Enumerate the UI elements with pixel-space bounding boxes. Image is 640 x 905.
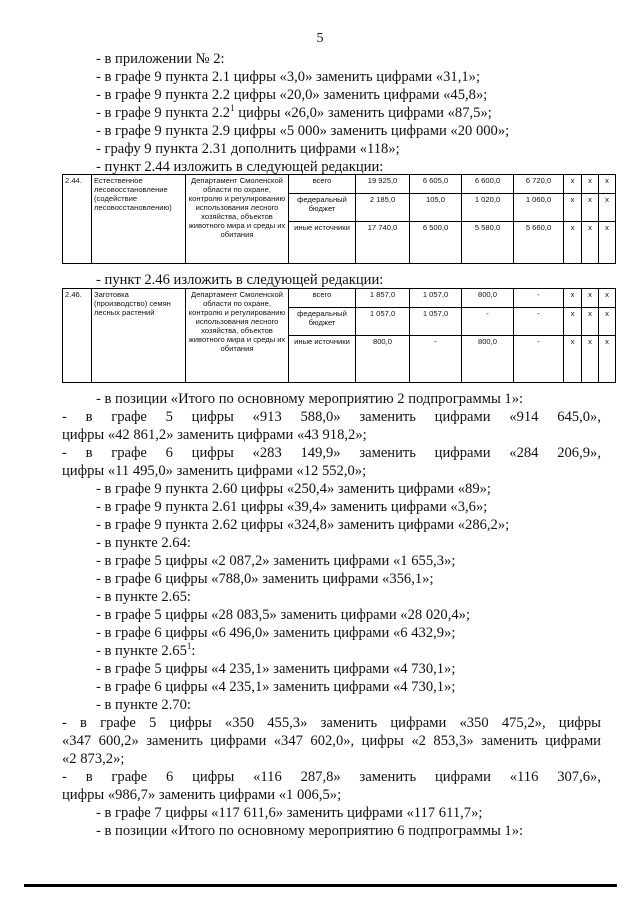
text-line: - в графе 9 пункта 2.61 цифры «39,4» заменить цифрами «3,6»;: [96, 499, 488, 515]
text-line: - в графе 5 цифры «913 588,0» заменить цифрами «914 645,0»,: [62, 409, 601, 425]
text-line: цифры «986,7» заменить цифрами «1 006,5»;: [62, 787, 342, 803]
x-cell: х: [582, 222, 599, 264]
x-cell: х: [599, 336, 616, 383]
text-line: - в графе 7 цифры «117 611,6» заменить цифрами «117 611,7»;: [96, 805, 483, 821]
x-cell: х: [564, 194, 582, 222]
text-line: - в графе 6 цифры «788,0» заменить цифрами «356,1»;: [96, 571, 434, 587]
value-cell: -: [514, 289, 564, 308]
text-line: - в графе 5 цифры «350 455,3» заменить цифрами «350 475,2», цифры: [62, 715, 601, 731]
value-cell: -: [462, 308, 514, 336]
value-cell: 105,0: [410, 194, 462, 222]
x-cell: х: [582, 194, 599, 222]
text-line: «347 600,2» заменить цифрами «347 602,0», цифры «2 853,3» заменить цифрами: [62, 733, 601, 749]
text-line: - в пункте 2.65:: [96, 589, 191, 605]
executor: Департамент Смоленской области по охране, контролю и регулированию использования лесного хозяйства, объектов животного мира и среды их обитания: [186, 289, 289, 383]
value-cell: -: [410, 336, 462, 383]
text-fragment: цифры «26,0» заменить цифрами «87,5»;: [234, 105, 492, 121]
text-line: - графу 9 пункта 2.31 дополнить цифрами «118»;: [96, 141, 400, 157]
table-item-2-46: [62, 288, 616, 383]
x-cell: х: [599, 222, 616, 264]
funding-source: всего: [289, 175, 356, 194]
text-line: цифры «42 861,2» заменить цифрами «43 918,2»;: [62, 427, 367, 443]
text-line: «2 873,2»;: [62, 751, 125, 767]
x-cell: х: [599, 289, 616, 308]
funding-source: федеральный бюджет: [289, 194, 356, 222]
value-cell: -: [514, 308, 564, 336]
x-cell: х: [599, 308, 616, 336]
value-cell: 19 925,0: [356, 175, 410, 194]
x-cell: х: [599, 175, 616, 194]
value-cell: 800,0: [462, 289, 514, 308]
text-line: - в пункте 2.70:: [96, 697, 191, 713]
item-name: Заготовка (производство) семян лесных растений: [92, 289, 186, 383]
value-cell: 1 057,0: [410, 289, 462, 308]
value-cell: 1 057,0: [356, 308, 410, 336]
value-cell: 1 020,0: [462, 194, 514, 222]
x-cell: х: [582, 308, 599, 336]
text-line: - в позиции «Итого по основному мероприятию 2 подпрограммы 1»:: [96, 391, 524, 407]
value-cell: 5 580,0: [462, 222, 514, 264]
x-cell: х: [582, 175, 599, 194]
value-cell: 6 500,0: [410, 222, 462, 264]
item-number: 2.46.: [63, 289, 92, 383]
item-number: 2.44.: [63, 175, 92, 264]
bottom-divider: [24, 884, 617, 887]
value-cell: 6 720,0: [514, 175, 564, 194]
text-line: - в графе 9 пункта 2.1 цифры «3,0» заменить цифрами «31,1»;: [96, 69, 481, 85]
value-cell: 2 185,0: [356, 194, 410, 222]
value-cell: 6 600,0: [462, 175, 514, 194]
text-fragment: :: [191, 643, 196, 659]
x-cell: х: [599, 194, 616, 222]
text-line: - в графе 6 цифры «6 496,0» заменить цифрами «6 432,9»;: [96, 625, 456, 641]
text-fragment: - в пункте 2.65: [96, 643, 187, 659]
value-cell: 17 740,0: [356, 222, 410, 264]
text-line: - в графе 5 цифры «2 087,2» заменить цифрами «1 655,3»;: [96, 553, 456, 569]
x-cell: х: [564, 222, 582, 264]
text-line: - в пункте 2.64:: [96, 535, 191, 551]
text-line: - пункт 2.46 изложить в следующей редакции:: [96, 272, 384, 288]
text-line: - в графе 5 цифры «28 083,5» заменить цифрами «28 020,4»;: [96, 607, 471, 623]
text-fragment: - в графе 9 пункта 2.2: [96, 105, 231, 121]
text-line: - в графе 6 цифры «116 287,8» заменить цифрами «116 307,6»,: [62, 769, 601, 785]
x-cell: х: [564, 336, 582, 383]
text-line: - в графе 9 пункта 2.62 цифры «324,8» заменить цифрами «286,2»;: [96, 517, 510, 533]
item-name: Естественное лесовосстановление (содействие лесовосстановлению): [92, 175, 186, 264]
text-line: - в графе 9 пункта 2.9 цифры «5 000» заменить цифрами «20 000»;: [96, 123, 510, 139]
text-line: - в позиции «Итого по основному мероприятию 6 подпрограммы 1»:: [96, 823, 524, 839]
text-line: - в графе 5 цифры «4 235,1» заменить цифрами «4 730,1»;: [96, 661, 456, 677]
value-cell: 800,0: [462, 336, 514, 383]
value-cell: 1 857,0: [356, 289, 410, 308]
value-cell: 1 060,0: [514, 194, 564, 222]
superscript: 1: [230, 103, 235, 114]
superscript: 1: [186, 641, 192, 652]
text-line: - в графе 6 цифры «4 235,1» заменить цифрами «4 730,1»;: [96, 679, 456, 695]
funding-source: иные источники: [289, 336, 356, 383]
x-cell: х: [582, 289, 599, 308]
executor: Департамент Смоленской области по охране, контролю и регулированию использования лесного хозяйства, объектов животного мира и среды их обитания: [186, 175, 289, 264]
funding-source: иные источники: [289, 222, 356, 264]
text-line: [96, 642, 195, 660]
x-cell: х: [564, 308, 582, 336]
text-line: - в графе 9 пункта 2.60 цифры «250,4» заменить цифрами «89»;: [96, 481, 491, 497]
text-line: - в графе 9 пункта 2.2 цифры «20,0» заменить цифрами «45,8»;: [96, 87, 488, 103]
page-number: 5: [316, 31, 324, 46]
value-cell: 6 605,0: [410, 175, 462, 194]
x-cell: х: [564, 175, 582, 194]
x-cell: х: [564, 289, 582, 308]
value-cell: -: [514, 336, 564, 383]
value-cell: 5 660,0: [514, 222, 564, 264]
text-line: - в графе 6 цифры «283 149,9» заменить цифрами «284 206,9»,: [62, 445, 601, 461]
value-cell: 800,0: [356, 336, 410, 383]
value-cell: 1 057,0: [410, 308, 462, 336]
funding-source: федеральный бюджет: [289, 308, 356, 336]
text-line: цифры «11 495,0» заменить цифрами «12 552,0»;: [62, 463, 367, 479]
table-item-2-44: [62, 174, 616, 264]
text-line: - в приложении № 2:: [96, 51, 225, 67]
text-line: - пункт 2.44 изложить в следующей редакции:: [96, 159, 384, 175]
x-cell: х: [582, 336, 599, 383]
text-line: [96, 104, 492, 122]
funding-source: всего: [289, 289, 356, 308]
